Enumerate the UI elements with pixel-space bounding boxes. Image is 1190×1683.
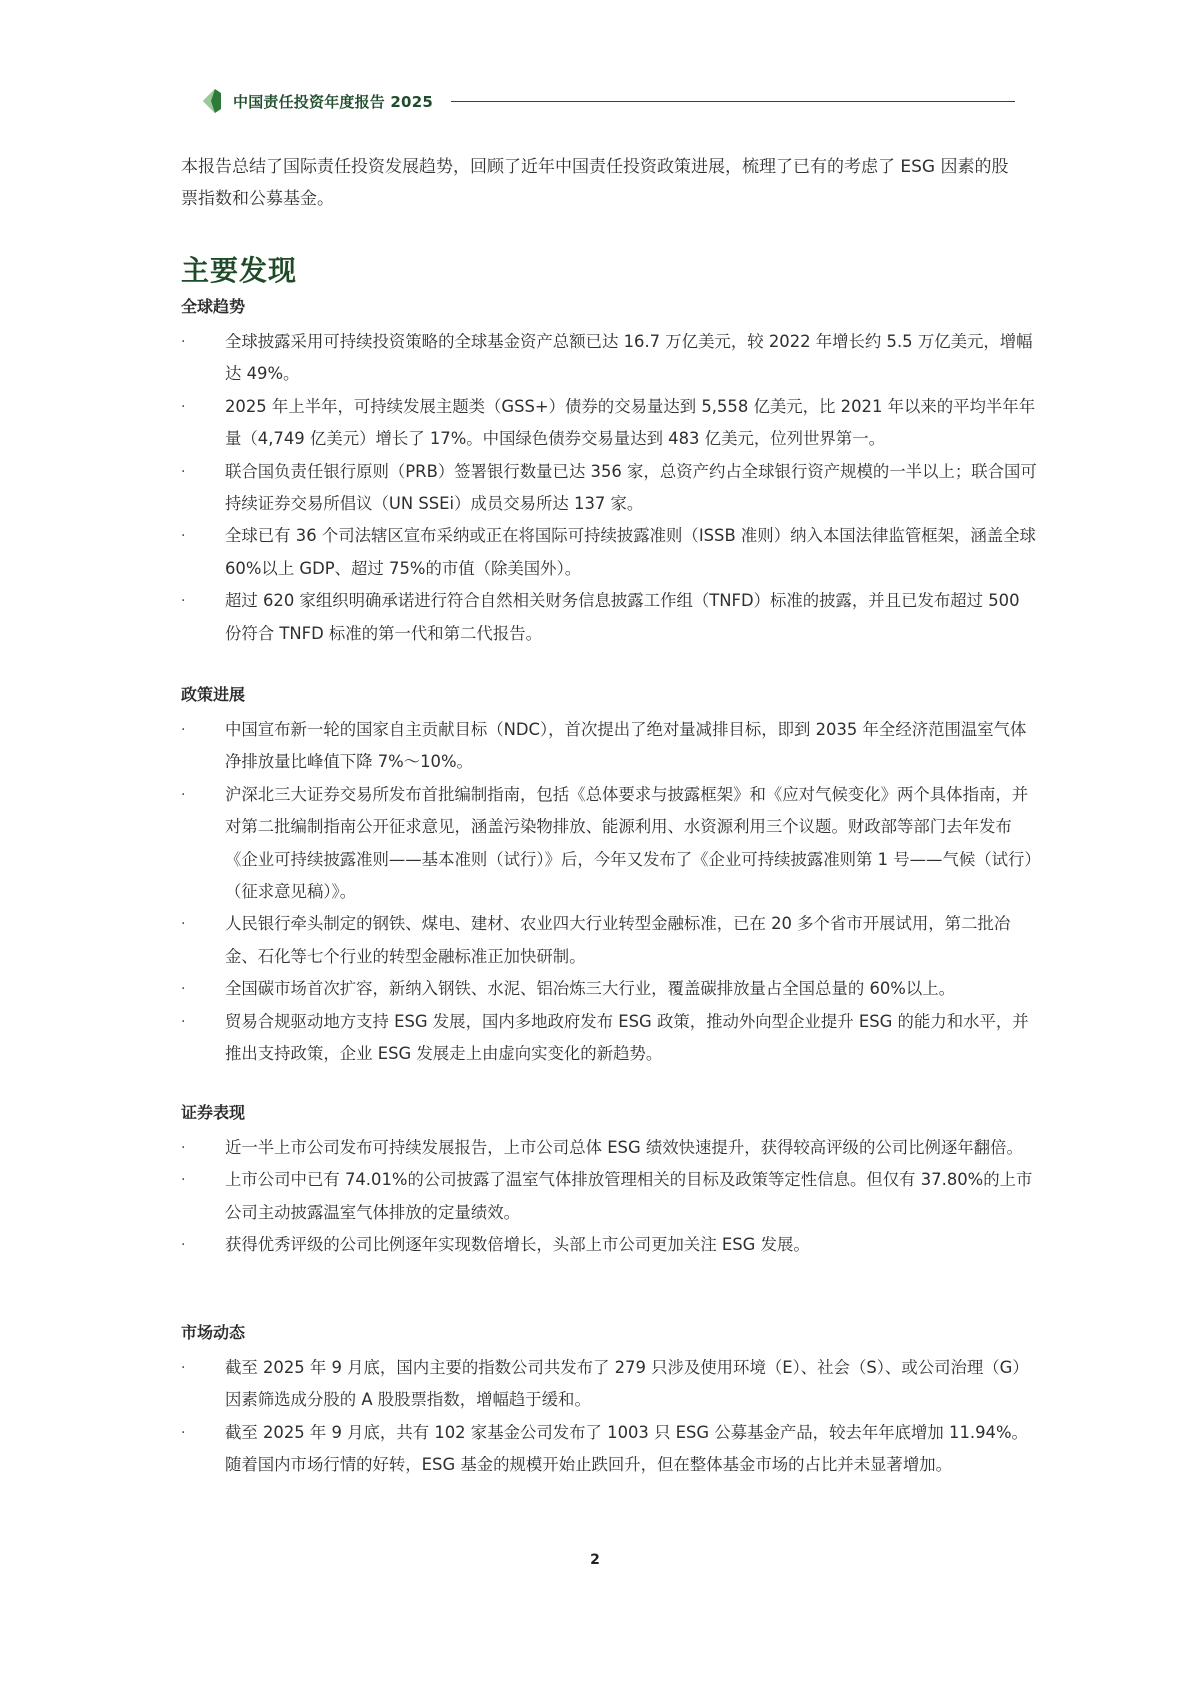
list-item [181, 908, 1041, 973]
list-item-text: 截至 2025 年 9 月底，共有 102 家基金公司发布了 1003 只 ESG 公募基金产品，较去年年底增加 11.94%。随着国内市场行情的好转，ESG 基金的规模开始止跌回升，但在整体基金市场的占比并未显著增加。 [225, 1422, 1028, 1475]
list-item-text: 人民银行牵头制定的钢铁、煤电、建材、农业四大行业转型金融标准，已在 20 多个省市开展试用，第二批冶金、石化等七个行业的转型金融标准正加快研制。 [225, 914, 1011, 966]
list-item-text: 上市公司中已有 74.01%的公司披露了温室气体排放管理相关的目标及政策等定性信息。但仅有 37.80%的上市公司主动披露温室气体排放的定量绩效。 [225, 1170, 1033, 1222]
list-item-text: 贸易合规驱动地方支持 ESG 发展，国内多地政府发布 ESG 政策，推动外向型企业提升 ESG 的能力和水平，并推出支持政策，企业 ESG 发展走上由虚向实变化的新趋势。 [225, 1011, 1029, 1064]
list-item-text: 全球披露采用可持续投资策略的全球基金资产总额已达 16.7 万亿美元，较 2022 年增长约 5.5 万亿美元，增幅达 49%。 [225, 332, 1033, 384]
bullet-dot-icon: · [181, 398, 186, 415]
list-item [181, 520, 1041, 585]
report-logo-icon [203, 89, 221, 113]
intro-paragraph: 本报告总结了国际责任投资发展趋势，回顾了近年中国责任投资政策进展，梳理了已有的考虑了 ESG 因素的股票指数和公募基金。 [181, 157, 1009, 209]
bullet-dot-icon: · [181, 1237, 186, 1254]
header-divider [451, 101, 1015, 102]
report-title: 中国责任投资年度报告 2025 [233, 92, 433, 111]
bullet-dot-icon: · [181, 1013, 186, 1030]
list-item [181, 1006, 1041, 1071]
bullet-dot-icon: · [181, 593, 186, 610]
bullet-dot-icon: · [181, 1360, 186, 1376]
bullet-list [181, 714, 1041, 1070]
section-global-trends [181, 294, 1041, 650]
list-item [181, 973, 1041, 1005]
list-item-text: 沪深北三大证券交易所发布首批编制指南，包括《总体要求与披露框架》和《应对气候变化》两个具体指南，并对第二批编制指南公开征求意见，涵盖污染物排放、能源利用、水资源利用三个议题。财政部等部门去年发布《企业可持续披露准则——基本准则（试行）》后，今年又发布了《企业可持续披露准则第 1 号——气候（试行）（征求意见稿）》。 [225, 784, 1041, 902]
list-item-text: 全国碳市场首次扩容，新纳入钢铁、水泥、铝冶炼三大行业，覆盖碳排放量占全国总量的 60%以上。 [225, 979, 956, 999]
list-item [181, 1229, 1041, 1261]
list-item-text: 超过 620 家组织明确承诺进行符合自然相关财务信息披露工作组（TNFD）标准的披露，并且已发布超过 500 份符合 TNFD 标准的第一代和第二代报告。 [225, 591, 1020, 643]
page-header [203, 86, 1015, 116]
bullet-dot-icon: · [181, 916, 186, 933]
bullet-list [181, 1132, 1041, 1262]
bullet-dot-icon: · [181, 722, 186, 738]
bullet-dot-icon: · [181, 786, 186, 803]
main-findings-heading: 主要发现 [181, 254, 298, 287]
page-number: 2 [590, 1552, 600, 1568]
list-item [181, 391, 1041, 456]
bullet-dot-icon: · [181, 463, 186, 480]
list-item [181, 326, 1041, 391]
section-market-dynamics [181, 1320, 1041, 1482]
section-title: 证券表现 [181, 1103, 246, 1122]
list-item [181, 585, 1041, 650]
bullet-dot-icon: · [181, 1172, 186, 1189]
list-item [181, 1352, 1041, 1417]
list-item [181, 456, 1041, 521]
section-policy-progress [181, 682, 1041, 1070]
section-title: 全球趋势 [181, 297, 246, 316]
list-item-text: 近一半上市公司发布可持续发展报告，上市公司总体 ESG 绩效快速提升，获得较高评级的公司比例逐年翻倍。 [225, 1138, 1023, 1157]
bullet-dot-icon: · [181, 528, 186, 545]
bullet-list [181, 1352, 1041, 1482]
list-item-text: 中国宣布新一轮的国家自主贡献目标（NDC），首次提出了绝对量减排目标，即到 2035 年全经济范围温室气体净排放量比峰值下降 7%～10%。 [225, 720, 1027, 772]
list-item [181, 1132, 1041, 1164]
bullet-dot-icon: · [181, 1140, 186, 1156]
section-title: 政策进展 [181, 685, 246, 704]
bullet-dot-icon: · [181, 1424, 186, 1441]
list-item [181, 779, 1041, 909]
list-item-text: 2025 年上半年，可持续发展主题类（GSS+）债券的交易量达到 5,558 亿美元，比 2021 年以来的平均半年年量（4,749 亿美元）增长了 17%。中国绿色债券交易量达到 483 亿美元，位列世界第一。 [225, 396, 1036, 449]
bullet-dot-icon: · [181, 334, 186, 350]
section-title: 市场动态 [181, 1323, 246, 1342]
list-item [181, 1164, 1041, 1229]
list-item-text: 联合国负责任银行原则（PRB）签署银行数量已达 356 家，总资产约占全球银行资产规模的一半以上；联合国可持续证券交易所倡议（UN SSEi）成员交易所达 137 家。 [225, 461, 1037, 514]
list-item-text: 截至 2025 年 9 月底，国内主要的指数公司共发布了 279 只涉及使用环境（E）、社会（S）、或公司治理（G）因素筛选成分股的 A 股股票指数，增幅趋于缓和。 [225, 1358, 1029, 1410]
bullet-dot-icon: · [181, 981, 186, 998]
section-securities-performance [181, 1100, 1041, 1262]
list-item-text: 获得优秀评级的公司比例逐年实现数倍增长，头部上市公司更加关注 ESG 发展。 [225, 1235, 810, 1255]
list-item-text: 全球已有 36 个司法辖区宣布采纳或正在将国际可持续披露准则（ISSB 准则）纳入本国法律监管框架，涵盖全球 60%以上 GDP、超过 75%的市值（除美国外）。 [225, 526, 1036, 578]
bullet-list [181, 326, 1041, 650]
list-item [181, 714, 1041, 779]
list-item [181, 1417, 1041, 1482]
